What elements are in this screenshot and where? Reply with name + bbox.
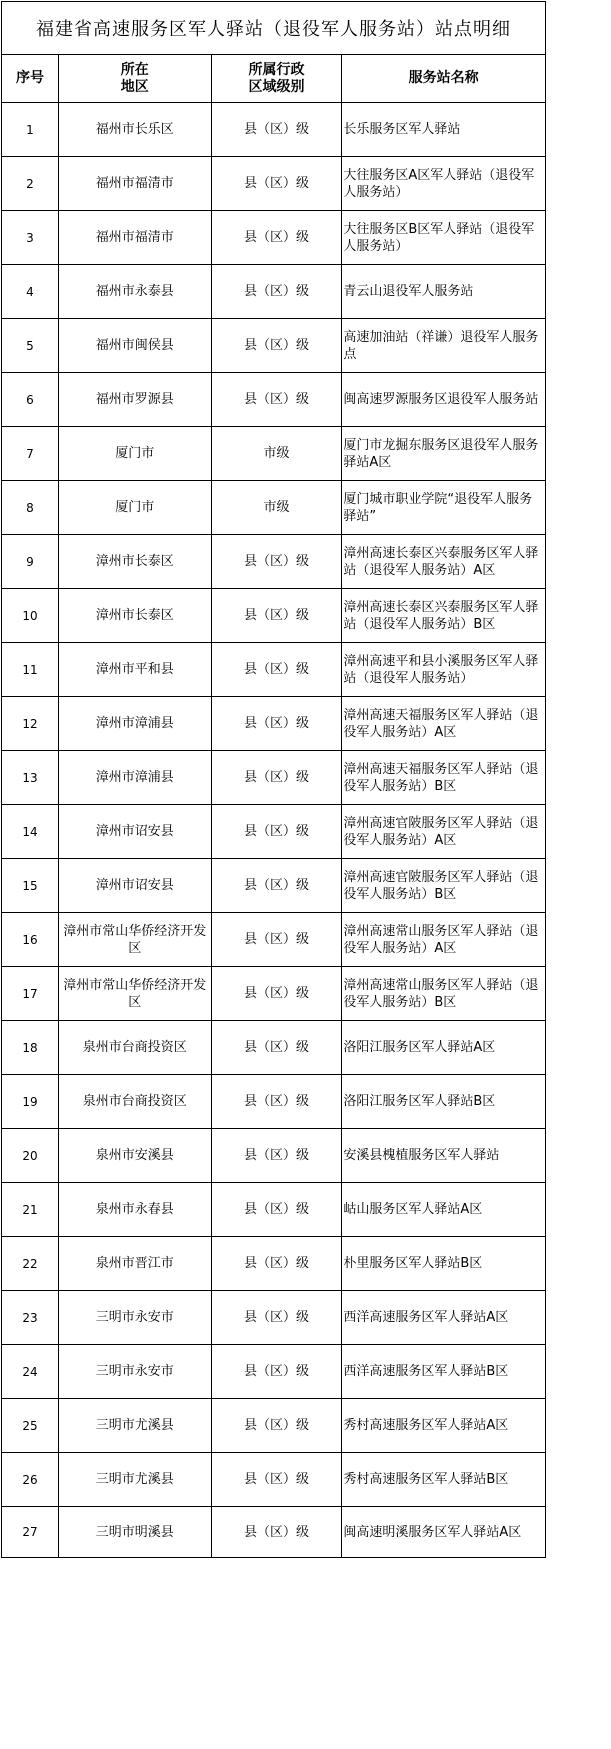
row-index: 14 (2, 805, 59, 859)
row-station-name: 朴里服务区军人驿站B区 (342, 1237, 546, 1291)
table-row (2, 103, 546, 157)
row-station-name: 厦门市龙掘东服务区退役军人服务驿站A区 (342, 427, 546, 481)
row-region: 漳州市长泰区 (58, 535, 211, 589)
row-station-name: 漳州高速长泰区兴泰服务区军人驿站（退役军人服务站）A区 (342, 535, 546, 589)
row-station-name: 漳州高速常山服务区军人驿站（退役军人服务站）B区 (342, 967, 546, 1021)
row-station-name: 闽高速明溪服务区军人驿站A区 (342, 1507, 546, 1558)
header-level: 所属行政 区域级别 (211, 55, 342, 103)
row-station-name: 高速加油站（祥谦）退役军人服务点 (342, 319, 546, 373)
table-row (2, 751, 546, 805)
row-region: 漳州市常山华侨经济开发区 (58, 913, 211, 967)
table-row (2, 697, 546, 751)
row-region: 泉州市永春县 (58, 1183, 211, 1237)
row-index: 19 (2, 1075, 59, 1129)
row-level: 县（区）级 (211, 805, 342, 859)
row-station-name: 安溪县槐植服务区军人驿站 (342, 1129, 546, 1183)
row-station-name: 岵山服务区军人驿站A区 (342, 1183, 546, 1237)
header-station: 服务站名称 (342, 55, 546, 103)
row-index: 10 (2, 589, 59, 643)
row-station-name: 秀村高速服务区军人驿站A区 (342, 1399, 546, 1453)
row-index: 13 (2, 751, 59, 805)
row-station-name: 大往服务区A区军人驿站（退役军人服务站） (342, 157, 546, 211)
row-index: 25 (2, 1399, 59, 1453)
row-station-name: 漳州高速平和县小溪服务区军人驿站（退役军人服务站） (342, 643, 546, 697)
table-row (2, 1507, 546, 1558)
row-station-name: 青云山退役军人服务站 (342, 265, 546, 319)
row-level: 县（区）级 (211, 319, 342, 373)
row-level: 县（区）级 (211, 535, 342, 589)
row-level: 市级 (211, 427, 342, 481)
row-region: 三明市尤溪县 (58, 1399, 211, 1453)
row-station-name: 漳州高速常山服务区军人驿站（退役军人服务站）A区 (342, 913, 546, 967)
row-level: 县（区）级 (211, 1129, 342, 1183)
row-level: 县（区）级 (211, 1399, 342, 1453)
row-station-name: 长乐服务区军人驿站 (342, 103, 546, 157)
row-index: 12 (2, 697, 59, 751)
row-level: 县（区）级 (211, 1291, 342, 1345)
table-row (2, 211, 546, 265)
row-index: 1 (2, 103, 59, 157)
table-row (2, 265, 546, 319)
row-region: 漳州市平和县 (58, 643, 211, 697)
row-index: 6 (2, 373, 59, 427)
station-table (1, 54, 546, 1558)
table-row (2, 373, 546, 427)
row-station-name: 洛阳江服务区军人驿站B区 (342, 1075, 546, 1129)
row-level: 县（区）级 (211, 211, 342, 265)
row-index: 20 (2, 1129, 59, 1183)
row-station-name: 闽高速罗源服务区退役军人服务站 (342, 373, 546, 427)
row-index: 2 (2, 157, 59, 211)
table-row (2, 967, 546, 1021)
row-level: 县（区）级 (211, 913, 342, 967)
row-level: 市级 (211, 481, 342, 535)
row-index: 21 (2, 1183, 59, 1237)
row-station-name: 西洋高速服务区军人驿站B区 (342, 1345, 546, 1399)
row-level: 县（区）级 (211, 373, 342, 427)
row-level: 县（区）级 (211, 967, 342, 1021)
row-level: 县（区）级 (211, 265, 342, 319)
row-index: 27 (2, 1507, 59, 1558)
table-row (2, 643, 546, 697)
row-station-name: 厦门城市职业学院“退役军人服务驿站” (342, 481, 546, 535)
row-station-name: 洛阳江服务区军人驿站A区 (342, 1021, 546, 1075)
row-station-name: 大往服务区B区军人驿站（退役军人服务站） (342, 211, 546, 265)
row-level: 县（区）级 (211, 103, 342, 157)
table-row (2, 805, 546, 859)
row-level: 县（区）级 (211, 751, 342, 805)
row-region: 漳州市漳浦县 (58, 697, 211, 751)
row-index: 16 (2, 913, 59, 967)
row-index: 23 (2, 1291, 59, 1345)
row-level: 县（区）级 (211, 697, 342, 751)
row-index: 9 (2, 535, 59, 589)
row-region: 三明市永安市 (58, 1345, 211, 1399)
table-row (2, 589, 546, 643)
row-region: 漳州市长泰区 (58, 589, 211, 643)
station-table-sheet (1, 1, 546, 1746)
row-region: 泉州市台商投资区 (58, 1021, 211, 1075)
row-index: 18 (2, 1021, 59, 1075)
row-region: 泉州市晋江市 (58, 1237, 211, 1291)
row-level: 县（区）级 (211, 157, 342, 211)
row-region: 三明市明溪县 (58, 1507, 211, 1558)
table-row (2, 1453, 546, 1507)
row-index: 5 (2, 319, 59, 373)
row-region: 厦门市 (58, 481, 211, 535)
row-index: 7 (2, 427, 59, 481)
table-row (2, 1075, 546, 1129)
row-level: 县（区）级 (211, 589, 342, 643)
row-region: 福州市长乐区 (58, 103, 211, 157)
table-row (2, 427, 546, 481)
row-region: 漳州市诏安县 (58, 859, 211, 913)
row-station-name: 漳州高速官陂服务区军人驿站（退役军人服务站）B区 (342, 859, 546, 913)
row-index: 8 (2, 481, 59, 535)
row-station-name: 漳州高速长泰区兴泰服务区军人驿站（退役军人服务站）B区 (342, 589, 546, 643)
row-region: 漳州市漳浦县 (58, 751, 211, 805)
table-row (2, 1345, 546, 1399)
table-row (2, 157, 546, 211)
header-index: 序号 (2, 55, 59, 103)
table-row (2, 859, 546, 913)
row-index: 24 (2, 1345, 59, 1399)
row-station-name: 秀村高速服务区军人驿站B区 (342, 1453, 546, 1507)
table-row (2, 1021, 546, 1075)
table-row (2, 535, 546, 589)
header-row (2, 55, 546, 103)
row-level: 县（区）级 (211, 1075, 342, 1129)
row-index: 22 (2, 1237, 59, 1291)
row-region: 泉州市台商投资区 (58, 1075, 211, 1129)
header-region: 所在 地区 (58, 55, 211, 103)
table-row (2, 319, 546, 373)
table-row (2, 1183, 546, 1237)
table-row (2, 481, 546, 535)
row-region: 漳州市诏安县 (58, 805, 211, 859)
row-level: 县（区）级 (211, 1453, 342, 1507)
row-region: 泉州市安溪县 (58, 1129, 211, 1183)
row-level: 县（区）级 (211, 1021, 342, 1075)
row-level: 县（区）级 (211, 1183, 342, 1237)
row-region: 漳州市常山华侨经济开发区 (58, 967, 211, 1021)
row-region: 三明市尤溪县 (58, 1453, 211, 1507)
row-level: 县（区）级 (211, 643, 342, 697)
row-region: 福州市福清市 (58, 157, 211, 211)
table-row (2, 1129, 546, 1183)
row-region: 厦门市 (58, 427, 211, 481)
table-row (2, 1237, 546, 1291)
table-title: 福建省高速服务区军人驿站（退役军人服务站）站点明细 (1, 1, 546, 54)
row-level: 县（区）级 (211, 1345, 342, 1399)
row-region: 福州市罗源县 (58, 373, 211, 427)
row-region: 福州市永泰县 (58, 265, 211, 319)
row-level: 县（区）级 (211, 1507, 342, 1558)
row-region: 福州市福清市 (58, 211, 211, 265)
row-index: 17 (2, 967, 59, 1021)
row-station-name: 漳州高速官陂服务区军人驿站（退役军人服务站）A区 (342, 805, 546, 859)
row-index: 15 (2, 859, 59, 913)
row-index: 4 (2, 265, 59, 319)
row-level: 县（区）级 (211, 859, 342, 913)
table-row (2, 1291, 546, 1345)
row-index: 3 (2, 211, 59, 265)
row-region: 福州市闽侯县 (58, 319, 211, 373)
row-region: 三明市永安市 (58, 1291, 211, 1345)
table-row (2, 913, 546, 967)
row-station-name: 漳州高速天福服务区军人驿站（退役军人服务站）A区 (342, 697, 546, 751)
row-station-name: 漳州高速天福服务区军人驿站（退役军人服务站）B区 (342, 751, 546, 805)
row-index: 11 (2, 643, 59, 697)
row-index: 26 (2, 1453, 59, 1507)
table-row (2, 1399, 546, 1453)
row-station-name: 西洋高速服务区军人驿站A区 (342, 1291, 546, 1345)
row-level: 县（区）级 (211, 1237, 342, 1291)
